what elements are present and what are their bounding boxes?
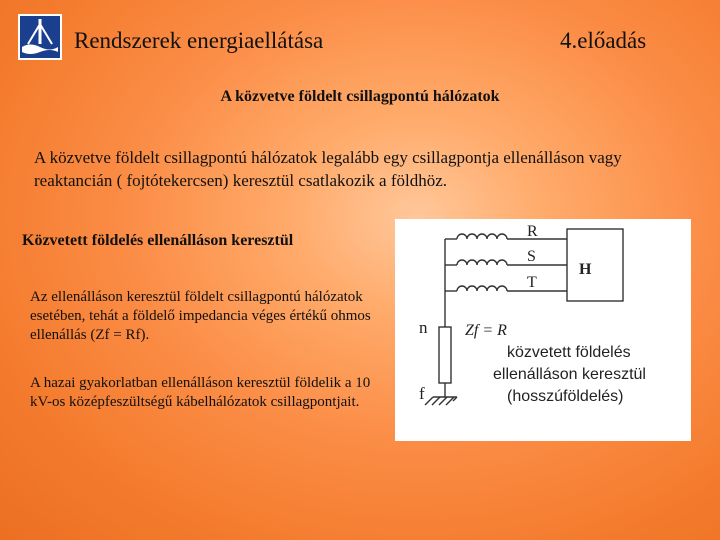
grounding-circuit-diagram <box>395 219 691 441</box>
node-label-f: f <box>419 384 425 403</box>
paragraph-hungarian-practice: A hazai gyakorlatban ellenálláson keresztül földelik a 10 kV-os középfeszültségű kábelhálózatok csillagpontjait. <box>30 375 371 410</box>
load-label: H <box>579 261 592 278</box>
section-title: Közvetett földelés ellenálláson keresztül <box>22 232 294 249</box>
node-label-n: n <box>419 318 428 337</box>
intro-paragraph: A közvetve földelt csillagpontú hálózatok legalább egy csillagpontja ellenálláson vagy reaktancián ( fojtótekercsen) keresztül csatlakozik a földhöz. <box>34 148 622 190</box>
course-title: Rendszerek energiaellátása <box>74 28 324 53</box>
caption-line-1: közvetett földelés <box>507 344 631 361</box>
lecture-number: 4.előadás <box>560 28 647 53</box>
caption-line-2: ellenálláson keresztül <box>493 366 646 383</box>
impedance-label: Zf = R <box>465 322 507 339</box>
phase-label-t: T <box>527 274 537 291</box>
slide-subtitle: A közvetve földelt csillagpontú hálózatok <box>220 88 500 105</box>
phase-label-s: S <box>527 248 536 265</box>
phase-label-r: R <box>527 223 538 240</box>
paragraph-resistance-grounding: Az ellenálláson keresztül földelt csillagpontú hálózatok esetében, tehát a földelő impedancia véges értékű ohmos ellenállás (Zf = Rf). <box>30 289 371 343</box>
logo-icon <box>18 14 62 60</box>
caption-line-3: (hosszúföldelés) <box>507 388 624 405</box>
